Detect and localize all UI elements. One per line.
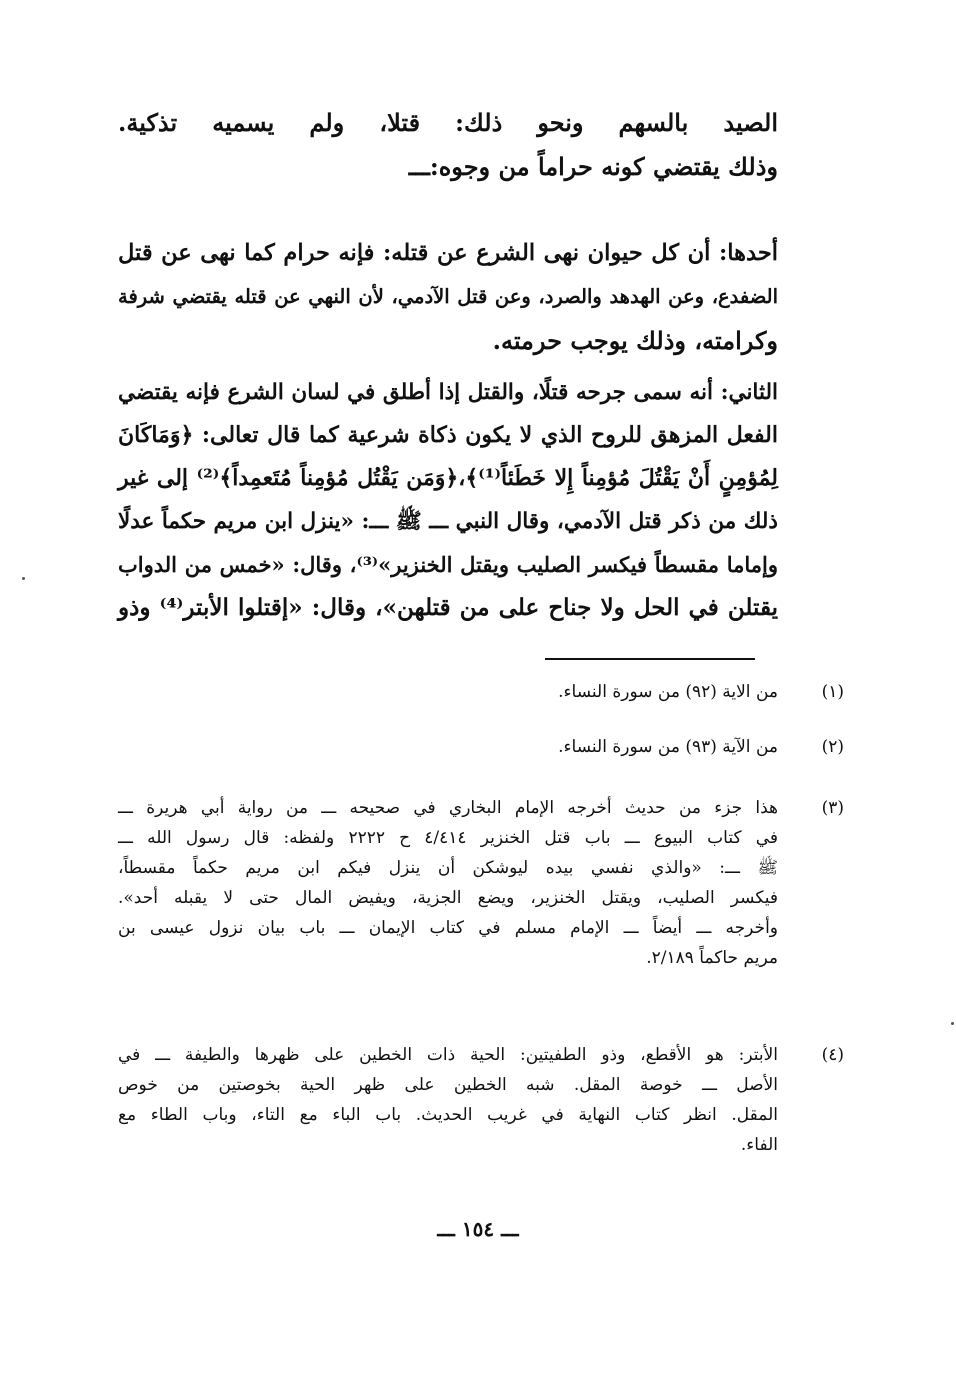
text-line: وإماما مقسطاً فيكسر الصليب ويقتل الخنزير»⁽³⁾، وقال: «خمس من الدواب (118, 552, 778, 577)
text-line: يقتلن في الحل ولا جناح على من قتلهن»، وقال: «إقتلوا الأبتر⁽⁴⁾ وذو (118, 594, 778, 621)
scan-speck (951, 1022, 954, 1025)
paragraph-first-reason (118, 231, 778, 363)
footnote-line: هذا جزء من حديث أخرجه الإمام البخاري في صحيحه ـــ من رواية أبي هريرة ـــ (118, 798, 778, 818)
footnote-1 (118, 677, 844, 707)
text-line: الضفدع، وعن الهدهد والصرد، وعن قتل الآدمي، لأن النهي عن قتله يقتضي شرفة (118, 285, 778, 308)
footnote-line: في كتاب البيوع ـــ باب قتل الخنزير ٤/٤١٤ ح ٢٢٢٢ ولفظه: قال رسول الله ـــ (118, 828, 779, 848)
footnote-number: (١) (821, 682, 844, 702)
footnote-number: (٢) (821, 737, 844, 757)
footnote-2 (118, 732, 844, 762)
footnote-4 (118, 1040, 844, 1160)
footnote-number: (٣) (821, 798, 844, 818)
paragraph-second-reason (118, 371, 778, 629)
text-line: لِمُؤمِنٍ أَنْ يَقْتُلَ مُؤمِناً إِلا خَطَئاً⁽¹⁾﴾،﴿وَمَن يَقْتُل مُؤمِناً مُتَعمِداً﴾⁽²⁾ إلى غير (118, 465, 778, 491)
footnote-line: المقل. انظر كتاب النهاية في غريب الحديث. باب الباء مع التاء، وباب الطاء مع (118, 1105, 778, 1125)
footnote-line: الأبتر: هو الأقطع، وذو الطفيتين: الحية ذات الخطين على ظهرها والطيفة ـــ في (118, 1045, 778, 1065)
footnote-line: ﷺ ـــ: «والذي نفسي بيده ليوشكن أن ينزل فيكم ابن مريم حكماً مقسطاً، (118, 858, 778, 878)
text-line: ذلك من ذكر قتل الآدمي، وقال النبي ـــ ﷺ ـــ: «ينزل ابن مريم حكماً عدلًا (118, 509, 778, 534)
footnote-line: الأصل ـــ خوصة المقل. شبه الخطين على ظهر الحية بخوصتين من خوص (118, 1075, 778, 1095)
paragraph-intro (118, 101, 778, 189)
footnote-line: الفاء. (740, 1135, 778, 1155)
text-line: الفعل المزهق للروح الذي لا يكون ذكاة شرعية كما قال تعالى: ﴿وَمَاكَانَ (118, 422, 778, 448)
text-line: وذلك يقتضي كونه حراماً من وجوه:ـــ (408, 152, 778, 181)
scan-speck (22, 577, 25, 580)
footnote-line: من الآية (٩٣) من سورة النساء. (558, 737, 778, 757)
footnote-number: (٤) (821, 1045, 844, 1065)
page-number: ـــ ١٥٤ ـــ (437, 1217, 519, 1241)
text-line: الثاني: أنه سمى جرحه قتلًا، والقتل إذا أطلق في لسان الشرع فإنه يقتضي (118, 380, 778, 405)
footnote-line: وأخرجه ـــ أيضاً ـــ الإمام مسلم في كتاب الإيمان ـــ باب بيان نزول عيسى بن (118, 918, 778, 938)
footnote-3 (118, 793, 844, 973)
footnote-line: مريم حاكماً ٢/١٨٩. (646, 948, 778, 968)
text-line: وكرامته، وذلك يوجب حرمته. (492, 326, 778, 355)
footnote-separator (545, 658, 755, 660)
footnote-line: من الاية (٩٢) من سورة النساء. (558, 682, 778, 702)
text-line: الصيد بالسهم ونحو ذلك: قتلا، ولم يسميه تذكية. (118, 108, 778, 137)
text-line: أحدها: أن كل حيوان نهى الشرع عن قتله: فإنه حرام كما نهى عن قتل (118, 240, 778, 266)
footnote-line: فيكسر الصليب، ويقتل الخنزير، ويضع الجزية، ويفيض المال حتى لا يقبله أحد». (118, 888, 778, 908)
